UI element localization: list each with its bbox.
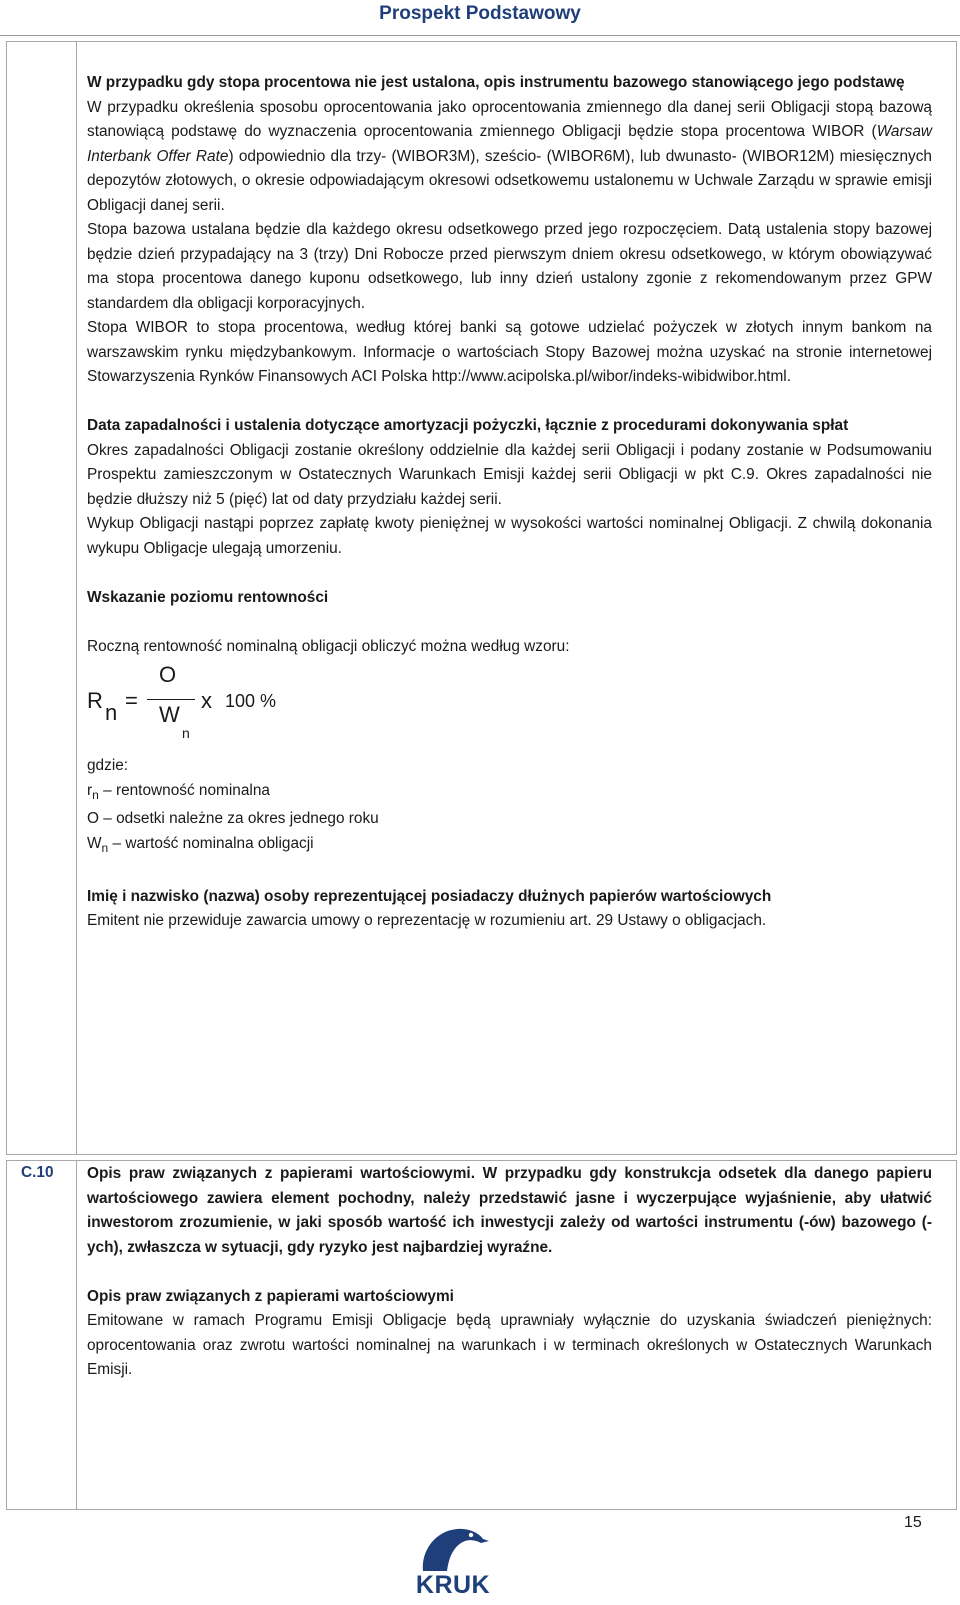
where-label: gdzie:: [87, 757, 129, 774]
fraction-bar: [147, 699, 195, 700]
paragraph-rights: Emitowane w ramach Programu Emisji Obligacje będą uprawniały wyłącznie do uzyskania świadczeń pieniężnych: oprocentowania oraz zwrotu wartości nominalnej na warunkach i w terminach określonych w Ostatecznych Warunkach Emisji.: [87, 1312, 932, 1378]
yield-formula: R n = O W n x 100 %: [87, 662, 277, 741]
section-code: C.10: [21, 1164, 54, 1181]
paragraph-yield-intro: Roczną rentowność nominalną obligacji obliczyć można według wzoru:: [87, 637, 570, 655]
kruk-logo: [413, 1523, 493, 1601]
section-title-representative: Imię i nazwisko (nazwa) osoby reprezentującej posiadaczy dłużnych papierów wartościowych: [87, 887, 772, 905]
paragraph-representative: Emitent nie przewiduje zawarcia umowy o reprezentację w rozumieniu art. 29 Ustawy o obligacjach.: [87, 912, 767, 930]
section-title-rights: Opis praw związanych z papierami wartościowymi. W przypadku gdy konstrukcja odsetek dla danego papieru wartościowego zawiera element pochodny, należy przedstawić jasne i wyczerpujące wyjaśnienie, aby ułatwić inwestorom zrozumienie, w jaki sposób wartość ich inwestycji zależy od wartości instrumentu (-ów) bazowego (-ych), zwłaszcza w sytuacji, gdy ryzyko jest najbardziej wyraźne.: [87, 1165, 932, 1256]
definition-wn: $W_n$ – wartość nominalna obligacji: [87, 834, 314, 855]
code-cell: [7, 42, 77, 1154]
table-row-c10: [6, 1160, 957, 1510]
paragraph-maturity: Okres zapadalności Obligacji zostanie określony oddzielnie dla każdej serii Obligacji i podany zostanie w Podsumowaniu Prospektu zamieszczonym w Ostatecznych Warunkach Emisji każdej serii Obligacji w pkt C.9. Okres zapadalności nie będzie dłuższy niż 5 (pięć) lat od daty przydziału każdej serii.: [87, 441, 932, 508]
table-row-c9: [6, 41, 957, 1155]
subsection-title-rights: Opis praw związanych z papierami wartościowymi: [87, 1287, 454, 1305]
page-header: Prospekt Podstawowy: [0, 0, 960, 36]
definition-rn: $r_n$ – rentowność nominalna: [87, 781, 270, 802]
paragraph-wibor-definition: W przypadku określenia sposobu oprocentowania jako oprocentowania zmiennego dla danej serii Obligacji stopą bazową stanowiącą podstawę do wyznaczenia oprocentowania zmiennego Obligacji będzie stopa procentowa WIBOR (Warsaw Interbank Offer Rate) odpowiednio dla trzy- (WIBOR3M), sześcio- (WIBOR6M), lub dwunasto- (WIBOR12M) miesięcznych depozytów złotowych, o okresie odpowiadającym okresowi odsetkowemu ustalonemu w Uchwale Zarządu w sprawie emisji Obligacji danej serii.: [87, 98, 932, 214]
section-title-maturity: Data zapadalności i ustalenia dotyczące amortyzacji pożyczki, łącznie z procedurami dokonywania spłat: [87, 417, 849, 434]
content-cell: [87, 1162, 932, 1383]
code-cell: [7, 1161, 77, 1509]
logo-wordmark: KRUK: [415, 1571, 491, 1599]
page-number: 15: [904, 1514, 922, 1531]
section-title-yield: Wskazanie poziomu rentowności: [87, 588, 329, 606]
section-title-base-instrument: W przypadku gdy stopa procentowa nie jest ustalona, opis instrumentu bazowego stanowiącego jego podstawę: [87, 74, 905, 91]
paragraph-wibor-info: Stopa WIBOR to stopa procentowa, według której banki są gotowe udzielać pożyczek w złotych innym bankom na warszawskim rynku międzybankowym. Informacje o wartościach Stopy Bazowej można uzyskać na stronie internetowej Stowarzyszenia Rynków Finansowych ACI Polska http://www.acipolska.pl/wibor/indeks-wibidwibor.html.: [87, 319, 932, 385]
content-cell: [87, 71, 932, 934]
bird-logo-icon: [413, 1523, 493, 1573]
paragraph-base-rate-fixing: Stopa bazowa ustalana będzie dla każdego okresu odsetkowego przed jego rozpoczęciem. Datą ustalenia stopy bazowej będzie dzień przypadający na 3 (trzy) Dni Robocze przed pierwszym dniem okresu odsetkowego, w którym obowiązywać ma stopa procentowa danego kuponu odsetkowego, lub inny dzień ustalony zgonie z rekomendowanym przez GPW standardem dla obligacji korporacyjnych.: [87, 221, 932, 312]
definition-o: O – odsetki należne za okres jednego roku: [87, 810, 379, 828]
paragraph-redemption: Wykup Obligacji nastąpi poprzez zapłatę kwoty pieniężnej w wysokości wartości nominalnej Obligacji. Z chwilą dokonania wykupu Obligacje ulegają umorzeniu.: [87, 515, 932, 557]
